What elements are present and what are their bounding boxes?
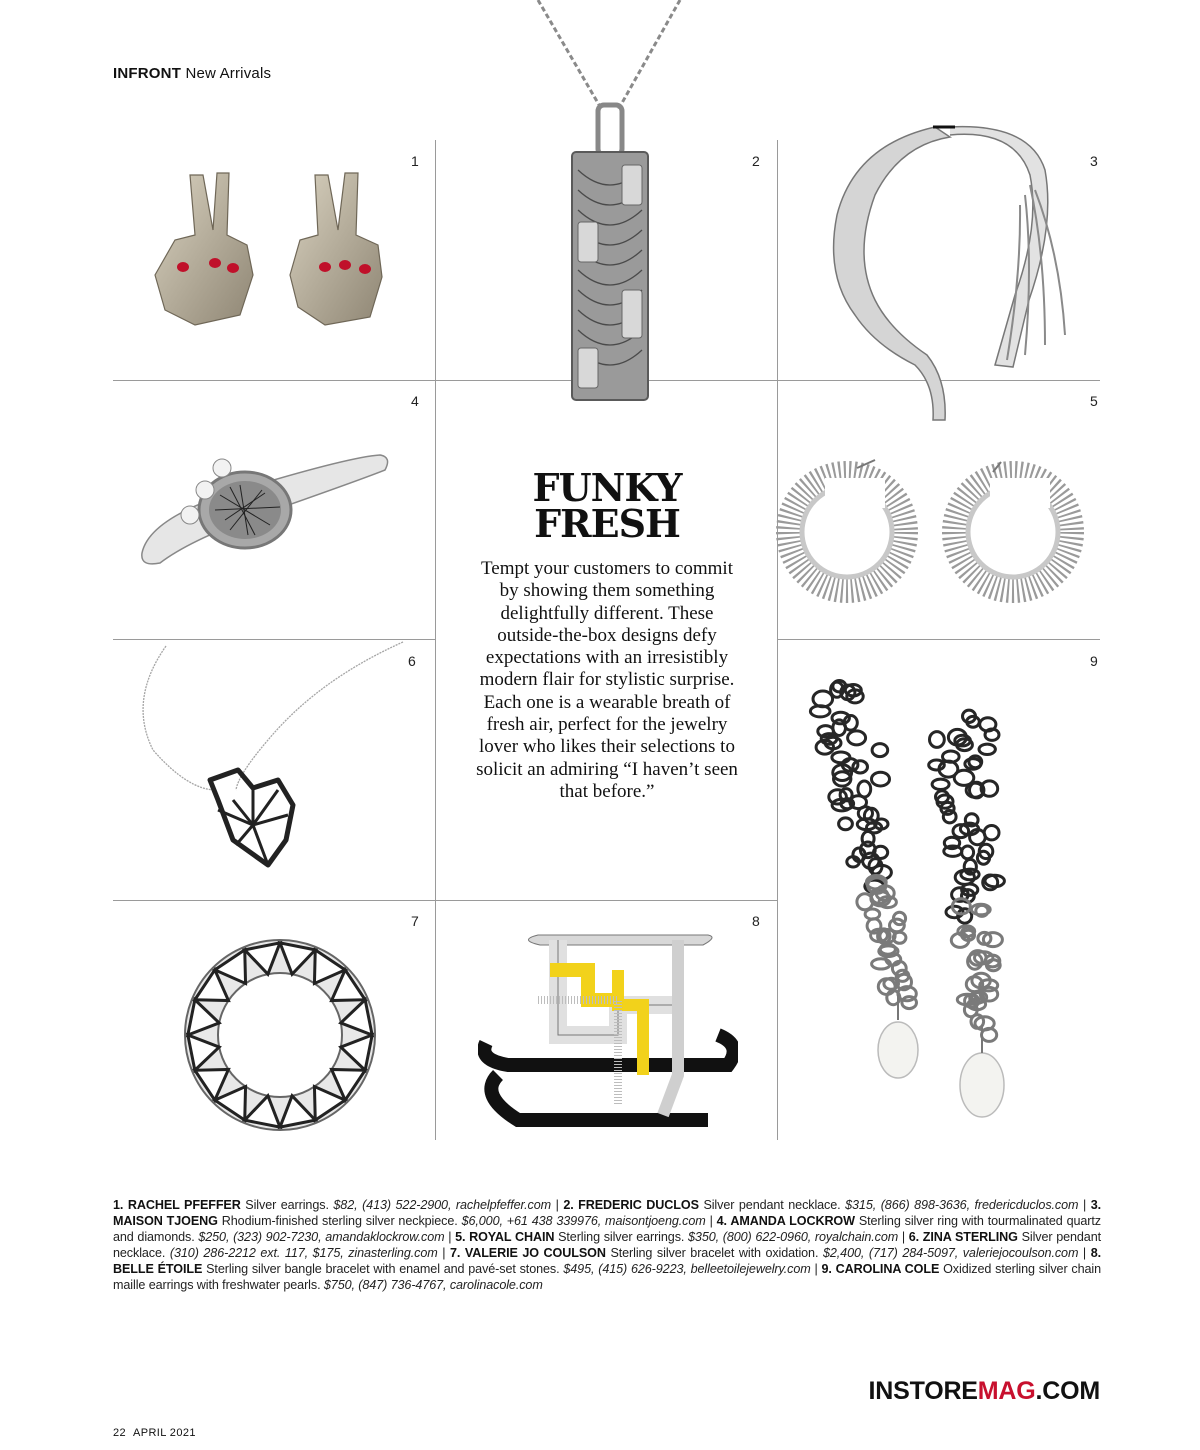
chain-link <box>902 997 917 1009</box>
grid-hline-3 <box>113 900 777 901</box>
credit-9: 9. CAROLINA COLE Oxidized sterling silver chain maille earrings with freshwater pearls. $750, (847) 736-4767, carolinacole.com <box>113 1262 1101 1292</box>
chain-link <box>832 752 850 763</box>
chain-link <box>872 744 888 757</box>
item-number-1: 1 <box>411 153 419 169</box>
item-number-4: 4 <box>411 393 419 409</box>
credit-8: 8. BELLE ÉTOILE Sterling silver bangle bracelet with enamel and pavé-set stones. $495, (415) 626-9223, belleetoilejewelry.com <box>113 1246 1101 1276</box>
item-number-9: 9 <box>1090 653 1098 669</box>
chain-link <box>853 761 868 773</box>
item-number-3: 3 <box>1090 153 1098 169</box>
section-header <box>113 65 271 82</box>
hoop-earrings-image <box>765 450 1095 615</box>
chain-link <box>943 811 956 823</box>
heart-pendant-image <box>118 640 418 880</box>
publication-logo[interactable]: INSTOREMAG.COM <box>868 1377 1100 1405</box>
section-name: INFRONT <box>113 65 182 82</box>
chain-link <box>839 818 853 830</box>
ring-image <box>130 435 400 585</box>
credit-1: 1. RACHEL PFEFFER Silver earrings. $82, (413) 522-2900, rachelpfeffer.com <box>113 1198 552 1212</box>
product-credits: 1. RACHEL PFEFFER Silver earrings. $82, (413) 522-2900, rachelpfeffer.com | 2. FREDERIC DUCLOS Silver pendant necklace. $315, (866) 898-3636, fredericduclos.com | 3. MAISON TJOENG Rhodium-finished sterling silver neckpiece. $6,000, +61 438 339976, maisontjoeng.com | 4. AMANDA LOCKROW Sterling silver ring with tourmalinated quartz and diamonds. $250, (323) 902-7230, amandaklockrow.com | 5. ROYAL CHAIN Sterling silver earrings. $350, (800) 622-0960, royalchain.com | 6. ZINA STERLING Silver pendant necklace. (310) 286-2212 ext. 117, $175, zinasterling.com | 7. VALERIE JO COULSON Sterling silver bracelet with oxidation. $2,400, (717) 284-5097, valeriejocoulson.com | 8. BELLE ÉTOILE Sterling silver bangle bracelet with enamel and pavé-set stones. $495, (415) 626-9223, belleetoilejewelry.com | 9. CAROLINA COLE Oxidized sterling silver chain maille earrings with freshwater pearls. $750, (847) 736-4767, carolinacole.com <box>113 1198 1102 1292</box>
item-number-2: 2 <box>752 153 760 169</box>
chain-earrings-image <box>800 675 1080 1135</box>
item-number-6: 6 <box>408 653 416 669</box>
credit-2: 2. FREDERIC DUCLOS Silver pendant necklace. $315, (866) 898-3636, fredericduclos.com <box>563 1198 1079 1212</box>
headline-line-2: FRESH <box>534 501 680 546</box>
grid-hline-2-right <box>777 639 1100 640</box>
bracelet-image <box>170 935 390 1135</box>
item-number-7: 7 <box>411 913 419 929</box>
grid-vline-left <box>435 140 436 1140</box>
credit-3: 3. MAISON TJOENG Rhodium-finished sterling silver neckpiece. $6,000, +61 438 339976, maisontjoeng.com <box>113 1198 1101 1228</box>
chain-link <box>930 732 945 748</box>
issue-date: APRIL 2021 <box>132 1427 196 1439</box>
credit-6: 6. ZINA STERLING Silver pendant necklace. (310) 286-2212 ext. 117, $175, zinasterling.com <box>113 1230 1102 1260</box>
bangle-image <box>478 925 738 1135</box>
chain-link <box>979 744 995 754</box>
chain-link <box>932 779 949 789</box>
chain-link <box>962 846 974 859</box>
pendant-necklace-image <box>530 0 690 410</box>
chain-link <box>848 731 866 745</box>
headline-line-1: FUNKY <box>532 465 682 510</box>
grid-vline-right <box>777 140 778 1140</box>
page-folio <box>113 1427 196 1439</box>
neckpiece-image <box>815 115 1085 435</box>
page-number: 22 <box>113 1427 127 1439</box>
chain-link <box>872 772 890 786</box>
chain-link <box>829 790 847 804</box>
credit-5: 5. ROYAL CHAIN Sterling silver earrings. $350, (800) 622-0960, royalchain.com <box>455 1230 899 1244</box>
section-subtitle: New Arrivals <box>185 65 272 82</box>
feature-headline <box>436 465 778 546</box>
credit-7: 7. VALERIE JO COULSON Sterling silver bracelet with oxidation. $2,400, (717) 284-5097, valeriejocoulson.com <box>449 1246 1079 1260</box>
item-number-8: 8 <box>752 913 760 929</box>
credit-4: 4. AMANDA LOCKROW Sterling silver ring with tourmalinated quartz and diamonds. $250, (323) 902-7230, amandaklockrow.com <box>113 1214 1101 1244</box>
feature-intro: Tempt your customers to commit by showing them something delightfully different. These outside-the-box designs defy expectations with an irresistibly modern flair for stylistic surprise. Each one is a wearable breath of fresh air, perfect for the jewelry lover who likes their selections to solicit an admiring “I haven’t seen that before.” <box>476 558 738 802</box>
item-number-5: 5 <box>1090 393 1098 409</box>
peace-earrings-image <box>135 165 395 365</box>
